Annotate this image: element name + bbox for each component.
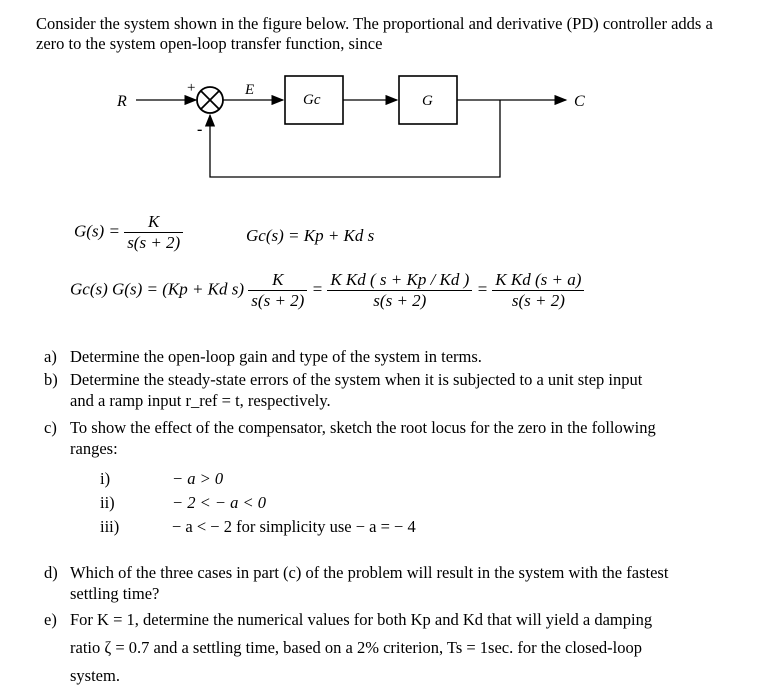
ol-f1-numerator: K [272,270,284,289]
ol-f3-numerator: K Kd (s + a) [495,270,582,289]
intro-paragraph: Consider the system shown in the figure below. The proportional and derivative (PD) controller adds a zero to the system open-loop transfer function, since [36,14,713,53]
range-iii-label: iii) [100,517,120,536]
ol-f2-denominator: s(s + 2) [327,290,472,311]
block-diagram [0,0,765,200]
question-d [44,562,669,604]
plant-transfer-function [74,212,183,253]
question-e-label: e) [44,610,57,629]
g-denominator: s(s + 2) [124,232,183,253]
range-i [100,468,223,489]
ol-f1-denominator: s(s + 2) [248,290,307,311]
g-lhs: G(s) = [74,221,120,241]
controller-transfer-function: Gc(s) = Kp + Kd s [246,226,375,245]
question-a [44,346,669,367]
ol-fraction-3 [492,270,584,311]
output-label: C [574,93,585,110]
range-iii [100,516,416,537]
range-iii-text: − a < − 2 for simplicity use − a = − 4 [172,517,416,536]
question-d-text: Which of the three cases in part (c) of the problem will result in the system with the fastest settling time? [70,563,669,603]
equals-sign-1: = [311,279,324,299]
input-label: R [117,93,127,110]
equals-sign-2: = [476,279,489,299]
g-numerator: K [148,212,160,231]
question-c-text: To show the effect of the compensator, sketch the root locus for the zero in the following ranges: [70,418,656,458]
question-b-label: b) [44,370,58,389]
plus-sign: + [187,80,196,96]
question-e-text: For K = 1, determine the numerical values for both Kp and Kd that will yield a damping ratio ζ = 0.7 and a settling time, based on a 2% criterion, Ts = 1sec. for the closed-loop system. [70,610,653,685]
question-a-label: a) [44,347,57,366]
ol-fraction-1 [248,270,307,311]
minus-sign: - [197,121,203,138]
controller-label: Gc [303,92,321,108]
question-d-label: d) [44,563,58,582]
question-c-label: c) [44,418,57,437]
question-b [44,369,669,411]
plant-label: G [422,93,433,109]
ol-lhs: Gc(s) G(s) = (Kp + Kd s) [70,279,245,299]
error-label: E [245,82,255,98]
question-b-text: Determine the steady-state errors of the system when it is subjected to a unit step input and a ramp input r_ref = t, respectively. [70,370,643,410]
range-i-text: − a > 0 [172,469,224,488]
range-i-label: i) [100,469,111,488]
range-ii [100,492,266,513]
range-ii-label: ii) [100,493,115,512]
g-fraction [124,212,183,253]
question-c [44,417,669,459]
ol-f3-denominator: s(s + 2) [492,290,584,311]
question-e [44,606,669,690]
ol-f2-numerator: K Kd ( s + Kp / Kd ) [330,270,470,289]
ol-fraction-2 [327,270,472,311]
range-ii-text: − 2 < − a < 0 [172,493,267,512]
open-loop-transfer-function [70,270,584,311]
question-a-text: Determine the open-loop gain and type of the system in terms. [70,347,482,366]
